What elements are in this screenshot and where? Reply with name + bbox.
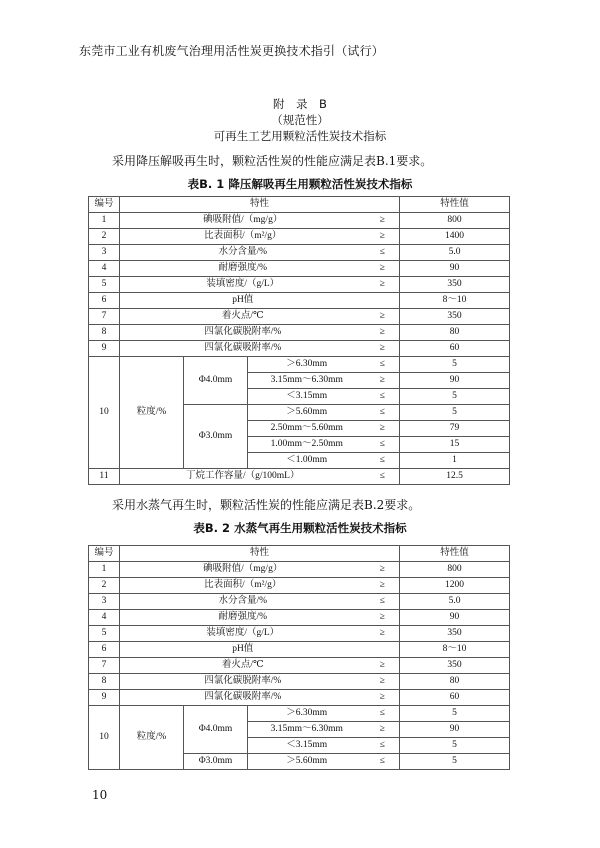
comparison-sign: ≤ [366,754,400,770]
row-number: 8 [89,325,120,341]
comparison-sign: ≤ [366,453,400,469]
property-value: 800 [400,213,510,229]
property-name: pH值 [120,642,366,658]
row-number: 7 [89,658,120,674]
size-range: ＜3.15mm [248,389,366,405]
row-number: 5 [89,626,120,642]
property-value: 90 [400,261,510,277]
property-name: 耐磨强度/% [120,261,366,277]
page-number: 10 [92,788,108,802]
comparison-sign: ≥ [366,674,400,690]
appendix-nature: （规范性） [271,113,329,127]
header-value: 特性值 [400,197,510,213]
granularity-row [89,357,510,373]
table-row [89,261,510,277]
comparison-sign: ≤ [366,357,400,373]
property-value: 5 [400,405,510,421]
row-number: 4 [89,261,120,277]
comparison-sign: ≥ [366,562,400,578]
granularity-row [89,706,510,722]
comparison-sign: ≥ [366,309,400,325]
table-row [89,325,510,341]
size-range: 1.00mm～2.50mm [248,437,366,453]
row-number: 8 [89,674,120,690]
table-row [89,277,510,293]
property-value: 1400 [400,229,510,245]
comparison-sign: ≥ [366,626,400,642]
table-b1 [88,196,510,485]
property-value: 80 [400,325,510,341]
size-range: ＜3.15mm [248,738,366,754]
comparison-sign: ≤ [366,738,400,754]
size-range: 2.50mm～5.60mm [248,421,366,437]
table-row [89,245,510,261]
property-value: 15 [400,437,510,453]
property-value: 79 [400,421,510,437]
row-number: 2 [89,229,120,245]
particle-diameter: Φ3.0mm [184,405,248,469]
property-name: 装填密度/（g/L） [120,626,366,642]
running-header: 东莞市工业有机废气治理用活性炭更换技术指引（试行） [79,44,385,58]
property-value: 90 [400,610,510,626]
table-row [89,610,510,626]
property-value: 8～10 [400,293,510,309]
property-name: 装填密度/（g/L） [120,277,366,293]
comparison-sign: ≥ [366,341,400,357]
table-row [89,469,510,485]
property-name: 四氯化碳吸附率/% [120,690,366,706]
property-name: 水分含量/% [120,594,366,610]
row-number: 3 [89,245,120,261]
property-value: 350 [400,277,510,293]
row-number: 9 [89,690,120,706]
property-value: 5 [400,357,510,373]
comparison-sign [366,293,400,309]
property-name: 碘吸附值/（mg/g） [120,562,366,578]
property-value: 5 [400,706,510,722]
header-no: 编号 [89,197,120,213]
size-range: ＞6.30mm [248,706,366,722]
comparison-sign: ≤ [366,437,400,453]
row-number: 5 [89,277,120,293]
header-value: 特性值 [400,546,510,562]
row-number: 7 [89,309,120,325]
property-name: 水分含量/% [120,245,366,261]
row-number: 1 [89,562,120,578]
comparison-sign: ≥ [366,421,400,437]
property-value: 60 [400,341,510,357]
table-row [89,578,510,594]
property-name: 碘吸附值/（mg/g） [120,213,366,229]
comparison-sign: ≥ [366,325,400,341]
table-row [89,642,510,658]
row-number: 4 [89,610,120,626]
size-range: ＞6.30mm [248,357,366,373]
size-range: 3.15mm～6.30mm [248,373,366,389]
property-value: 12.5 [400,469,510,485]
granularity-label: 粒度/% [120,357,184,469]
header-no: 编号 [89,546,120,562]
paragraph-table1-intro: 采用降压解吸再生时，颗粒活性炭的性能应满足表B.1要求。 [112,154,433,168]
header-property: 特性 [120,546,400,562]
comparison-sign: ≥ [366,277,400,293]
property-value: 350 [400,626,510,642]
table-header-row [89,546,510,562]
table-row [89,562,510,578]
row-number: 10 [89,706,120,770]
row-number: 9 [89,341,120,357]
appendix-label: 附 录 B [273,97,327,111]
property-value: 5.0 [400,594,510,610]
size-range: 3.15mm～6.30mm [248,722,366,738]
size-range: ＞5.60mm [248,405,366,421]
property-value: 1 [400,453,510,469]
row-number: 2 [89,578,120,594]
property-value: 350 [400,658,510,674]
row-number: 6 [89,293,120,309]
property-value: 80 [400,674,510,690]
table2-caption: 表B. 2 水蒸气再生用颗粒活性炭技术指标 [193,521,407,535]
property-value: 5 [400,389,510,405]
comparison-sign: ≥ [366,722,400,738]
table-row [89,341,510,357]
row-number: 6 [89,642,120,658]
row-number: 1 [89,213,120,229]
header-property: 特性 [120,197,400,213]
comparison-sign [366,642,400,658]
table-row [89,309,510,325]
table-row [89,626,510,642]
table-row [89,213,510,229]
particle-diameter: Φ4.0mm [184,706,248,754]
property-value: 5.0 [400,245,510,261]
property-name: 四氯化碳吸附率/% [120,341,366,357]
property-value: 8～10 [400,642,510,658]
comparison-sign: ≥ [366,229,400,245]
comparison-sign: ≤ [366,245,400,261]
comparison-sign: ≤ [366,389,400,405]
comparison-sign: ≥ [366,213,400,229]
comparison-sign: ≥ [366,610,400,626]
comparison-sign: ≥ [366,261,400,277]
property-name: 四氯化碳脱附率/% [120,674,366,690]
table-row [89,293,510,309]
row-number: 11 [89,469,120,485]
comparison-sign: ≥ [366,373,400,389]
comparison-sign: ≤ [366,594,400,610]
comparison-sign: ≤ [366,469,400,485]
table-b2 [88,545,510,770]
size-range: ＞5.60mm [248,754,366,770]
paragraph-table2-intro: 采用水蒸气再生时，颗粒活性炭的性能应满足表B.2要求。 [112,498,421,512]
table-row [89,594,510,610]
table-row [89,674,510,690]
comparison-sign: ≥ [366,658,400,674]
property-value: 5 [400,738,510,754]
property-name: 四氯化碳脱附率/% [120,325,366,341]
property-value: 90 [400,373,510,389]
table-row [89,229,510,245]
comparison-sign: ≤ [366,706,400,722]
row-number: 10 [89,357,120,469]
table-row [89,690,510,706]
property-name: 比表面积/（m²/g） [120,229,366,245]
property-value: 5 [400,754,510,770]
appendix-title: 可再生工艺用颗粒活性炭技术指标 [213,129,387,143]
property-value: 60 [400,690,510,706]
row-number: 3 [89,594,120,610]
size-range: ＜1.00mm [248,453,366,469]
property-name: 丁烷工作容量/（g/100mL） [120,469,366,485]
property-name: pH值 [120,293,366,309]
table-row [89,658,510,674]
property-name: 着火点/℃ [120,309,366,325]
granularity-label: 粒度/% [120,706,184,770]
property-value: 1200 [400,578,510,594]
table-header-row [89,197,510,213]
comparison-sign: ≥ [366,578,400,594]
particle-diameter: Φ3.0mm [184,754,248,770]
comparison-sign: ≤ [366,405,400,421]
property-value: 800 [400,562,510,578]
property-name: 着火点/℃ [120,658,366,674]
particle-diameter: Φ4.0mm [184,357,248,405]
property-name: 耐磨强度/% [120,610,366,626]
property-name: 比表面积/（m²/g） [120,578,366,594]
property-value: 350 [400,309,510,325]
comparison-sign: ≥ [366,690,400,706]
table1-caption: 表B. 1 降压解吸再生用颗粒活性炭技术指标 [187,177,413,191]
property-value: 90 [400,722,510,738]
